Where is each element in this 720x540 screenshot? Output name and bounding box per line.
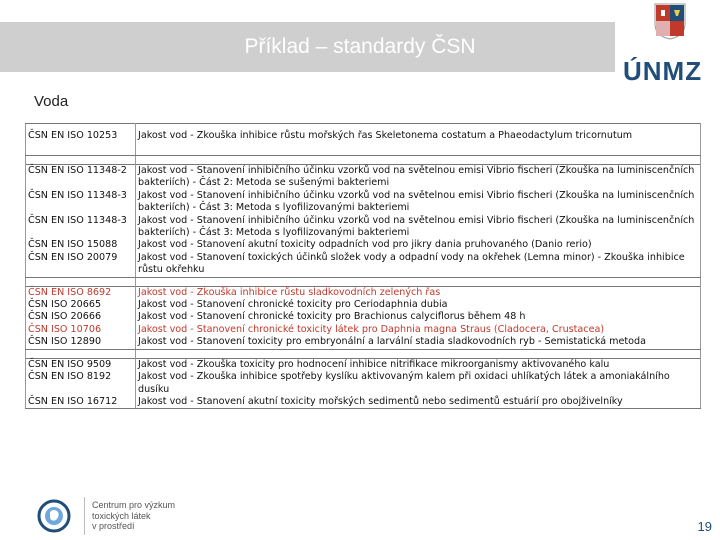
- standards-table: [25, 123, 701, 409]
- standard-description: Jakost vod - Zkouška inhibice růstu sladkovodních zelených řas: [136, 286, 701, 299]
- table-row: [26, 299, 701, 311]
- standard-description: Jakost vod - Stanovení toxicity pro embryonální a larvální stadia sladkovodních ryb - Semistatická metoda: [136, 336, 701, 349]
- standard-code: ČSN ISO 20665: [26, 299, 136, 311]
- logo-text: ÚNMZ: [623, 56, 703, 86]
- footer-text: [92, 500, 175, 532]
- standard-description: Jakost vod - Stanovení inhibičního účinku vzorků vod na světelnou emisi Vibrio fischeri (Zkouška na luminiscenčních bakteriích) - Část 3: Metoda s lyofilizovanými bakteriemi: [136, 190, 701, 215]
- table-row: [26, 215, 701, 240]
- group-spacer: [26, 349, 701, 358]
- section-label: Voda: [34, 93, 69, 110]
- standard-code: ČSN ISO 12890: [26, 336, 136, 349]
- standard-code: ČSN EN ISO 11348-3: [26, 215, 136, 240]
- table-row: [26, 336, 701, 349]
- standard-code: ČSN EN ISO 10253: [26, 124, 136, 156]
- page-number: 19: [697, 519, 712, 534]
- table-row: [26, 239, 701, 251]
- standard-description: Jakost vod - Zkouška inhibice růstu mořských řas Skeletonema costatum a Phaeodactylum tricornutum: [136, 124, 701, 156]
- czech-coat-of-arms-icon: [653, 2, 687, 40]
- footer-line: Centrum pro výzkum: [92, 500, 176, 510]
- spacer-cell: [136, 277, 701, 286]
- standard-description: Jakost vod - Stanovení chronické toxicity látek pro Daphnia magna Straus (Cladocera, Crustacea): [136, 324, 701, 336]
- standard-description: Jakost vod - Stanovení chronické toxicity pro Ceriodaphnia dubia: [136, 299, 701, 311]
- standard-code: ČSN EN ISO 8192: [26, 371, 136, 396]
- group-spacer: [26, 156, 701, 165]
- table-row: [26, 324, 701, 336]
- table-row: [26, 371, 701, 396]
- table-row: [26, 252, 701, 277]
- standard-code: ČSN ISO 20666: [26, 311, 136, 323]
- standard-description: Jakost vod - Stanovení akutní toxicity mořských sedimentů nebo sedimentů estuárií pro obojživelníky: [136, 396, 701, 409]
- standard-description: Jakost vod - Stanovení toxických účinků složek vody a odpadní vody na okřehek (Lemna minor) - Zkouška inhibice růstu okřehku: [136, 252, 701, 277]
- standard-description: Jakost vod - Stanovení inhibičního účinku vzorků vod na světelnou emisi Vibrio fischeri (Zkouška na luminiscenčních bakteriích) - Část 3: Metoda s lyofilizovanými bakteriemi: [136, 215, 701, 240]
- spacer-cell: [136, 349, 701, 358]
- spacer-cell: [26, 156, 136, 165]
- standard-code: ČSN EN ISO 8692: [26, 286, 136, 299]
- standard-description: Jakost vod - Stanovení akutní toxicity odpadních vod pro jikry dania pruhovaného (Danio rerio): [136, 239, 701, 251]
- page-title: Příklad – standardy ČSN: [244, 35, 476, 58]
- standard-code: ČSN EN ISO 16712: [26, 396, 136, 409]
- footer-line: v prostředí: [92, 521, 135, 531]
- standard-code: ČSN ISO 10706: [26, 324, 136, 336]
- standard-code: ČSN EN ISO 11348-2: [26, 165, 136, 190]
- group-spacer: [26, 277, 701, 286]
- standard-description: Jakost vod - Stanovení inhibičního účinku vzorků vod na světelnou emisi Vibrio fischeri (Zkouška na luminiscenčních bakteriích) - Část 2: Metoda se sušenými bakteriemi: [136, 165, 701, 190]
- table-row: [26, 311, 701, 323]
- spacer-cell: [26, 277, 136, 286]
- standard-description: Jakost vod - Zkouška inhibice spotřeby kyslíku aktivovaným kalem při oxidaci uhlíkatých látek a amoniakálního dusíku: [136, 371, 701, 396]
- spacer-cell: [26, 349, 136, 358]
- footer-line: toxických látek: [92, 510, 151, 521]
- standard-code: ČSN EN ISO 15088: [26, 239, 136, 251]
- standard-description: Jakost vod - Stanovení chronické toxicity pro Brachionus calyciflorus během 48 h: [136, 311, 701, 323]
- table-row: [26, 358, 701, 371]
- standard-code: ČSN EN ISO 11348-3: [26, 190, 136, 215]
- table-row: [26, 190, 701, 215]
- table-row: [26, 124, 701, 156]
- recetox-logo-icon: [36, 498, 72, 534]
- standard-code: ČSN EN ISO 9509: [26, 358, 136, 371]
- standard-description: Jakost vod - Zkouška toxicity pro hodnocení inhibice nitrifikace mikroorganismy aktivovaného kalu: [136, 358, 701, 371]
- table-row: [26, 165, 701, 190]
- standard-code: ČSN EN ISO 20079: [26, 252, 136, 277]
- table-row: [26, 286, 701, 299]
- table-row: [26, 396, 701, 409]
- footer-divider: [84, 497, 85, 535]
- spacer-cell: [136, 156, 701, 165]
